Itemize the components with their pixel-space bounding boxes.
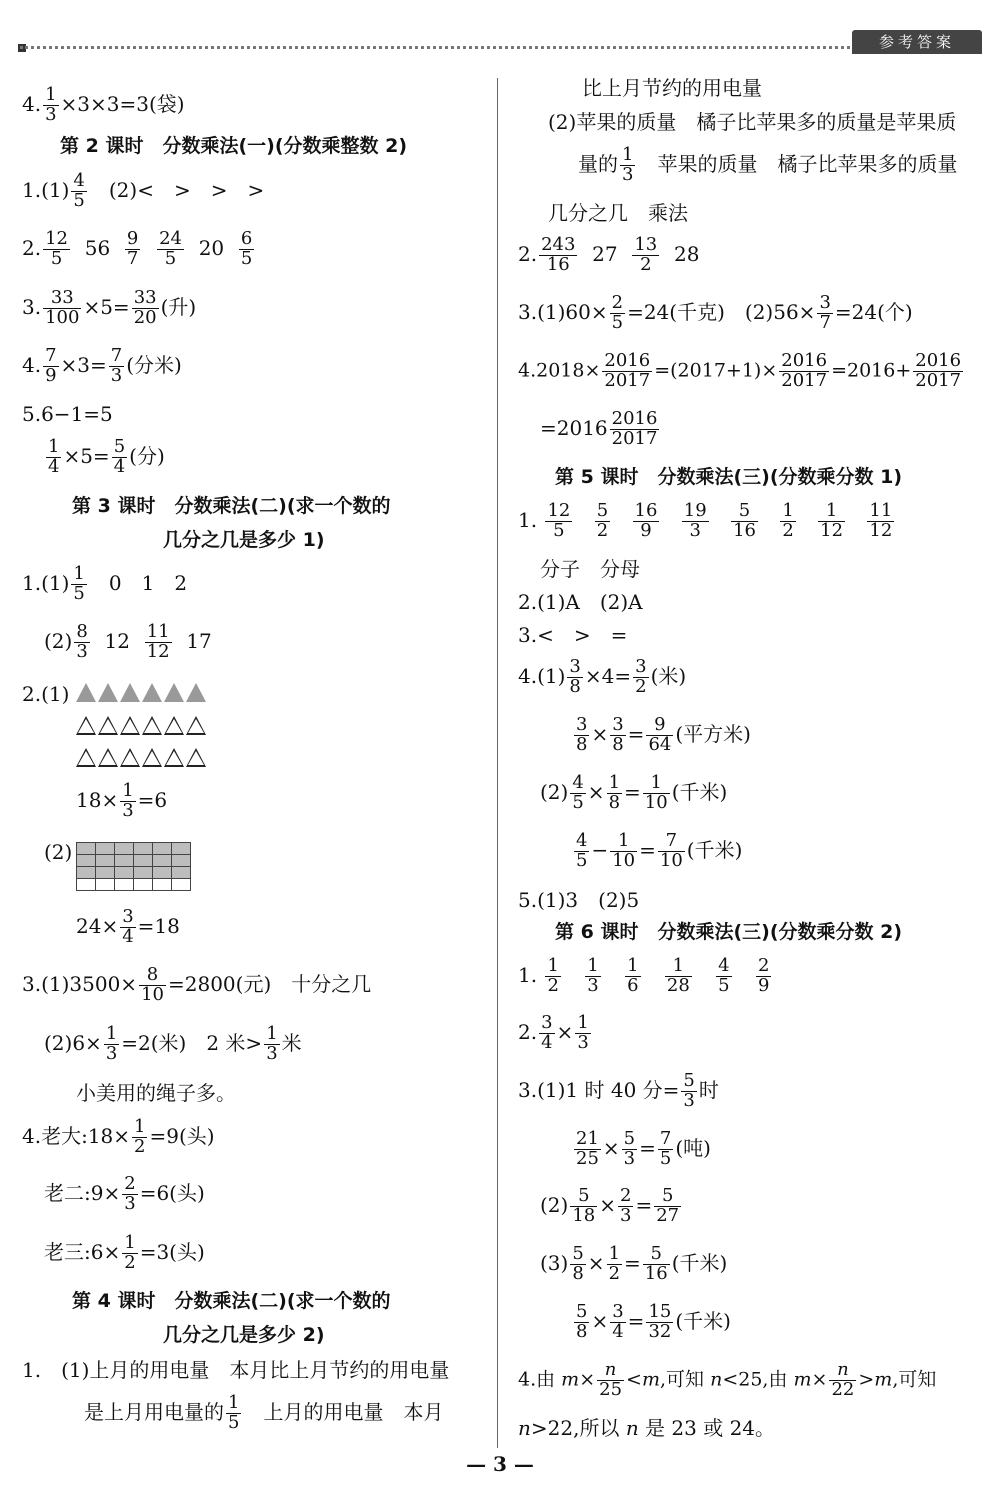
header-tag: 参考答案 xyxy=(852,30,982,54)
header-rule xyxy=(20,46,850,53)
triangle-filled xyxy=(164,683,184,702)
triangle-filled xyxy=(98,683,118,702)
l2-answer-1: 1.(1) $\frac{4}{5}$ (2)< > > > xyxy=(22,170,265,211)
r-answer-4: 4.2018× $\frac{2016}{2017}$ =(2017+1)× $\frac{2016}{2017}$ =2016+ $\frac{2016}{2017}$ xyxy=(518,350,962,391)
triangle-outline xyxy=(186,748,206,767)
l5-answer-4b: $\frac{3}{8}$ × $\frac{3}{8}$ = $\frac{9}{64}$ (平方米) xyxy=(576,714,751,755)
triangle-outline xyxy=(164,748,184,767)
column-divider xyxy=(497,78,498,1448)
triangle-outline xyxy=(186,716,206,735)
r-answer-3: 3.(1)60× $\frac{2}{5}$ =24(千克) (2)56× $\frac{3}{7}$ =24(个) xyxy=(518,292,913,333)
triangle-outline xyxy=(142,716,162,735)
l5-answer-3: 3.< > = xyxy=(518,623,628,647)
l3-answer-4a: 4.老大:18× $\frac{1}{2}$ =9(头) xyxy=(22,1116,215,1157)
triangle-filled xyxy=(120,683,140,702)
triangle-outline xyxy=(76,748,96,767)
lesson-4-title-1: 第 4 课时 分数乘法(二)(求一个数的 xyxy=(72,1290,391,1312)
l3-answer-3b: (2)6× $\frac{1}{3}$ =2(米) 2 米> $\frac{1}{3}$ 米 xyxy=(44,1023,302,1064)
l3-answer-4b: 老二:9× $\frac{2}{3}$ =6(头) xyxy=(44,1173,205,1214)
triangle-outline xyxy=(164,716,184,735)
l5-answer-2: 2.(1)A (2)A xyxy=(518,590,643,614)
triangle-outline xyxy=(120,716,140,735)
l5-answer-5: 5.(1)3 (2)5 xyxy=(518,888,640,912)
l5-answer-1b: 分子 分母 xyxy=(540,557,640,581)
l3-answer-2-label: 2.(1) xyxy=(22,682,70,706)
l6-answer-4a: 4.由 m× $\frac{n}{25}$ <m,可知 n<25,由 m× $\frac{n}{22}$ >m,可知 xyxy=(518,1359,937,1400)
l6-answer-4b: n>22,所以 n 是 23 或 24。 xyxy=(518,1416,776,1440)
l3-answer-3a: 3.(1)3500× $\frac{8}{10}$ =2800(元) 十分之几 xyxy=(22,964,372,1005)
triangle-outline xyxy=(142,748,162,767)
l3-answer-1a: 1.(1) $\frac{1}{5}$ 0 1 2 xyxy=(22,563,188,604)
l3-answer-3c: 小美用的绳子多。 xyxy=(76,1081,236,1105)
l2-answer-5a: 5.6−1=5 xyxy=(22,402,113,426)
triangle-outline xyxy=(98,748,118,767)
l2-answer-5b: $\frac{1}{4}$ ×5= $\frac{5}{4}$ (分) xyxy=(48,436,165,477)
r-line-3: 量的 $\frac{1}{3}$ 苹果的质量 橘子比苹果多的质量 xyxy=(578,144,958,185)
r-line-1: 比上月节约的用电量 xyxy=(582,76,762,100)
lesson-3-title-2: 几分之几是多少 1) xyxy=(163,529,325,551)
l5-answer-1: 1. $\frac{12}{5}$ $\frac{5}{2}$ $\frac{16}{9}$ $\frac{19}{3}$ $\frac{5}{16}$ $\frac{1}{2}$ $\frac{1}{12}$ $\frac{11}{12}$ xyxy=(518,500,893,541)
triangle-filled xyxy=(142,683,162,702)
l4-answer-1a: 1. (1)上月的用电量 本月比上月节约的用电量 xyxy=(22,1358,450,1382)
l2-answer-2: 2. $\frac{12}{5}$ 56 $\frac{9}{7}$ $\frac{24}{5}$ 20 $\frac{6}{5}$ xyxy=(22,228,253,269)
triangle-outline xyxy=(76,716,96,735)
l6-answer-3d: (3) $\frac{5}{8}$ × $\frac{1}{2}$ = $\frac{5}{16}$ (千米) xyxy=(540,1243,728,1284)
triangle-outline xyxy=(98,716,118,735)
l6-answer-3a: 3.(1)1 时 40 分= $\frac{5}{3}$ 时 xyxy=(518,1070,719,1111)
l3-answer-4c: 老三:6× $\frac{1}{2}$ =3(头) xyxy=(44,1232,205,1273)
triangle-row-1 xyxy=(76,682,208,702)
r-line-4: 几分之几 乘法 xyxy=(548,201,688,225)
shaded-grid xyxy=(76,842,191,891)
l3-answer-2a: 18× $\frac{1}{3}$ =6 xyxy=(76,780,168,821)
l5-answer-4d: $\frac{4}{5}$ − $\frac{1}{10}$ = $\frac{7}{10}$ (千米) xyxy=(576,830,743,871)
page-number: — 3 — xyxy=(466,1452,534,1476)
l3-answer-2b: 24× $\frac{3}{4}$ =18 xyxy=(76,906,180,947)
l3-answer-1b: (2) $\frac{8}{3}$ 12 $\frac{11}{12}$ 17 xyxy=(44,621,212,662)
triangle-row-2 xyxy=(76,715,208,735)
l2-answer-3: 3. $\frac{33}{100}$ ×5= $\frac{33}{20}$ (升) xyxy=(22,287,197,328)
triangle-filled xyxy=(76,683,96,702)
lesson-3-title-1: 第 3 课时 分数乘法(二)(求一个数的 xyxy=(72,495,391,517)
r-answer-4b: =2016 $\frac{2016}{2017}$ xyxy=(540,408,658,449)
lesson-6-title: 第 6 课时 分数乘法(三)(分数乘分数 2) xyxy=(555,921,903,943)
triangle-row-3 xyxy=(76,747,208,767)
answer-4-top: 4. $\frac{1}{3}$ ×3×3=3(袋) xyxy=(22,84,185,125)
lesson-2-title: 第 2 课时 分数乘法(一)(分数乘整数 2) xyxy=(60,135,408,157)
triangle-outline xyxy=(120,748,140,767)
l2-answer-4: 4. $\frac{7}{9}$ ×3= $\frac{7}{3}$ (分米) xyxy=(22,345,182,386)
lesson-4-title-2: 几分之几是多少 2) xyxy=(163,1324,325,1346)
l5-answer-4a: 4.(1) $\frac{3}{8}$ ×4= $\frac{3}{2}$ (米) xyxy=(518,656,687,697)
lesson-5-title: 第 5 课时 分数乘法(三)(分数乘分数 1) xyxy=(555,466,903,488)
l6-answer-2: 2. $\frac{3}{4}$ × $\frac{1}{3}$ xyxy=(518,1012,589,1053)
r-line-2: (2)苹果的质量 橘子比苹果多的质量是苹果质 xyxy=(548,110,957,134)
l6-answer-1: 1. $\frac{1}{2}$ $\frac{1}{3}$ $\frac{1}{6}$ $\frac{1}{28}$ $\frac{4}{5}$ $\frac{2}{9}$ xyxy=(518,955,770,996)
triangle-filled xyxy=(186,683,206,702)
l6-answer-3c: (2) $\frac{5}{18}$ × $\frac{2}{3}$ = $\frac{5}{27}$ xyxy=(540,1185,680,1226)
l3-answer-2-part2-label: (2) xyxy=(44,840,73,864)
r-answer-2: 2. $\frac{243}{16}$ 27 $\frac{13}{2}$ 28 xyxy=(518,234,700,275)
l5-answer-4c: (2) $\frac{4}{5}$ × $\frac{1}{8}$ = $\frac{1}{10}$ (千米) xyxy=(540,772,728,813)
l6-answer-3b: $\frac{21}{25}$ × $\frac{5}{3}$ = $\frac{7}{5}$ (吨) xyxy=(576,1128,711,1169)
l6-answer-3e: $\frac{5}{8}$ × $\frac{3}{4}$ = $\frac{15}{32}$ (千米) xyxy=(576,1301,731,1342)
l4-answer-1b: 是上月用电量的 $\frac{1}{5}$ 上月的用电量 本月 xyxy=(84,1392,444,1433)
